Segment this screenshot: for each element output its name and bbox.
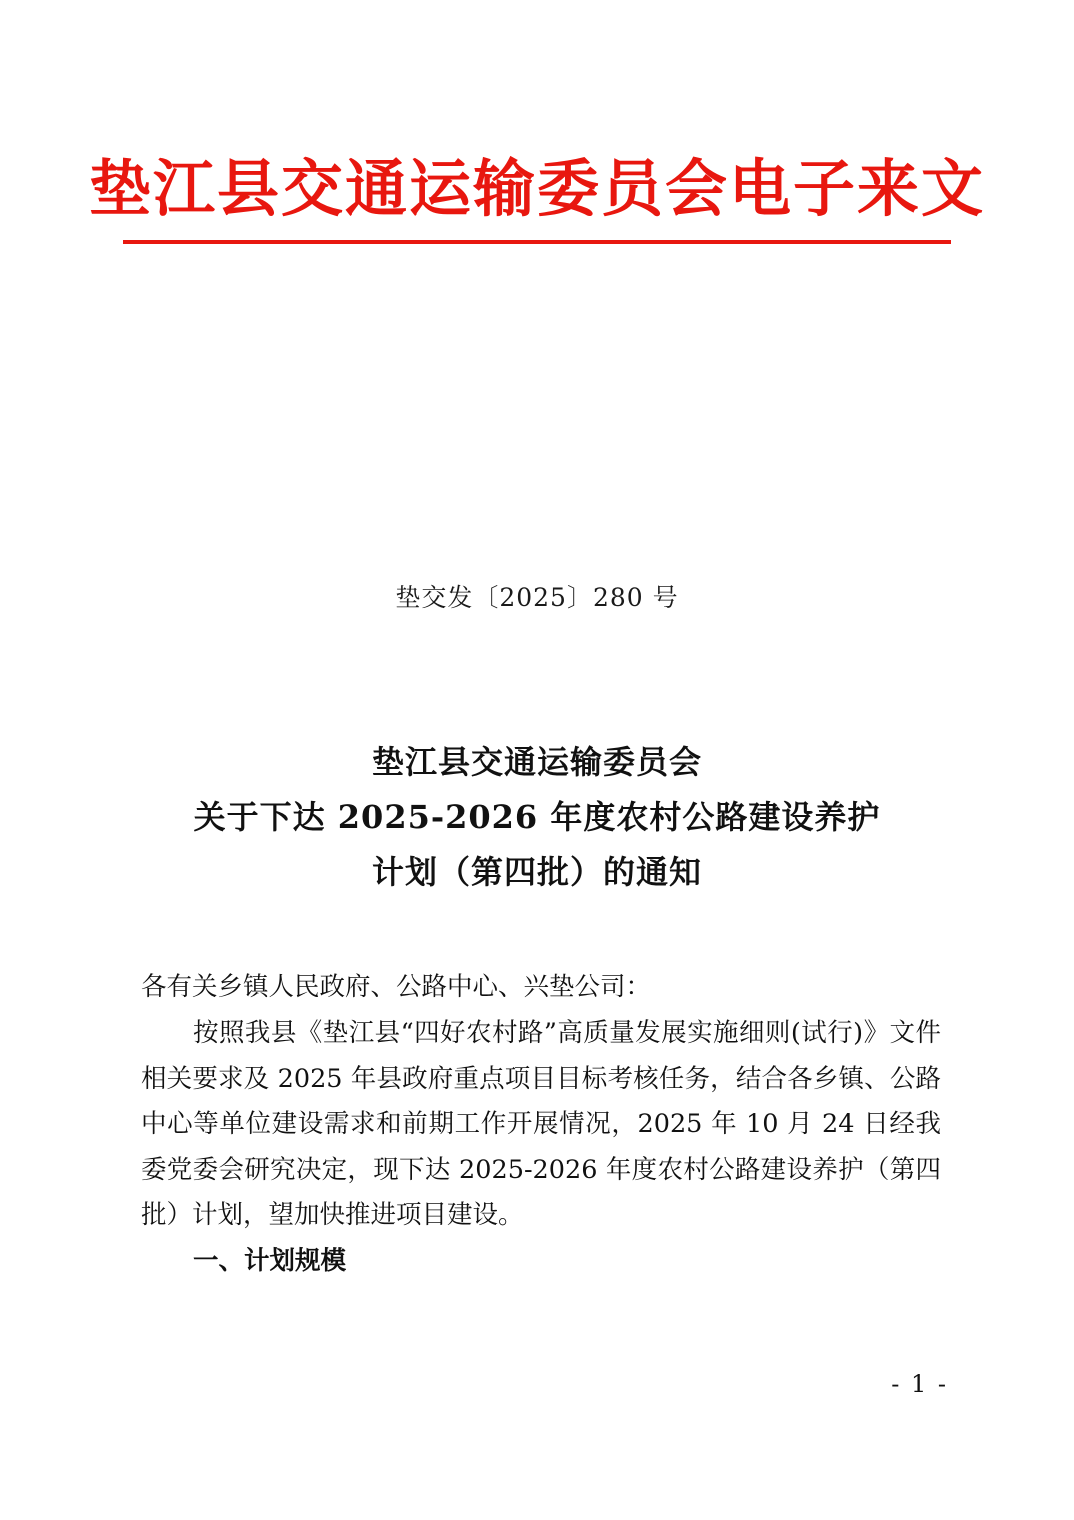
organization-banner: 垫江县交通运输委员会电子来文	[88, 152, 985, 225]
section-heading-1: 一、计划规模	[193, 1246, 347, 1277]
body-salutation: 各有关乡镇人民政府、公路中心、兴垫公司：	[141, 972, 652, 1002]
document-number: 垫交发〔2025〕280 号	[395, 583, 679, 612]
document-title-line-3: 计划（第四批）的通知	[371, 853, 702, 892]
header-divider-rule	[123, 240, 951, 244]
document-title	[0, 735, 1074, 900]
document-title-line-2: 关于下达 2025-2026 年度农村公路建设养护	[193, 798, 881, 837]
document-header	[0, 150, 1074, 244]
document-body	[141, 965, 941, 1286]
document-title-line-1: 垫江县交通运输委员会	[371, 743, 702, 781]
page-number: - 1 -	[891, 1370, 948, 1398]
body-paragraph-1: 按照我县《垫江县“四好农村路”高质量发展实施细则(试行)》文件相关要求及 2025 年县政府重点项目目标考核任务，结合各乡镇、公路中心等单位建设需求和前期工作开展情况，2025 年 10 月 24 日经我委党委会研究决定，现下达 2025-2026 年度农村公路建设养护（第四批）计划，望加快推进项目建设。	[141, 1018, 941, 1230]
